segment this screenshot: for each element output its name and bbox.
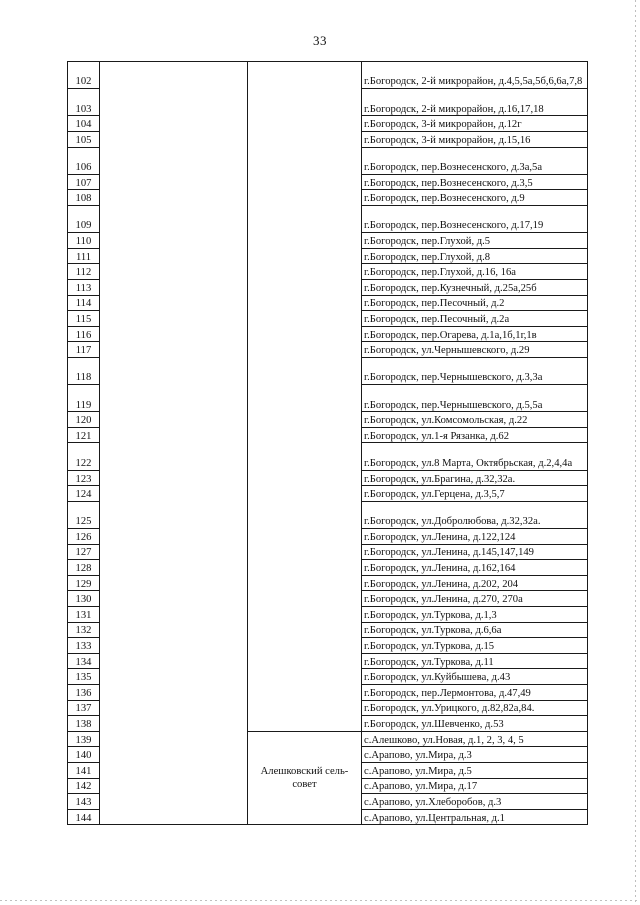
address-cell: г.Богородск, пер.Вознесенского, д.3а,5а bbox=[362, 147, 588, 174]
row-number: 117 bbox=[68, 342, 100, 358]
row-number: 126 bbox=[68, 529, 100, 545]
address-cell: г.Богородск, ул.Ленина, д.122,124 bbox=[362, 529, 588, 545]
address-cell: г.Богородск, ул.1-я Рязанка, д.62 bbox=[362, 427, 588, 443]
row-number: 141 bbox=[68, 762, 100, 778]
address-cell: г.Богородск, ул.8 Марта, Октябрьская, д.2,4,4а bbox=[362, 443, 588, 470]
row-number: 112 bbox=[68, 264, 100, 280]
row-number: 140 bbox=[68, 747, 100, 763]
row-number: 136 bbox=[68, 684, 100, 700]
row-number: 107 bbox=[68, 174, 100, 190]
address-cell: г.Богородск, ул.Туркова, д.15 bbox=[362, 638, 588, 654]
address-cell: г.Богородск, ул.Туркова, д.1,3 bbox=[362, 606, 588, 622]
address-cell: г.Богородск, 2-й микрорайон, д.4,5,5а,5б,6,6а,7,8 bbox=[362, 62, 588, 89]
address-cell: г.Богородск, пер.Глухой, д.8 bbox=[362, 248, 588, 264]
address-cell: г.Богородск, ул.Ленина, д.162,164 bbox=[362, 560, 588, 576]
row-number: 122 bbox=[68, 443, 100, 470]
address-cell: г.Богородск, ул.Чернышевского, д.29 bbox=[362, 342, 588, 358]
address-cell: г.Богородск, ул.Герцена, д.3,5,7 bbox=[362, 486, 588, 502]
scan-edge-right bbox=[635, 0, 636, 905]
address-cell: г.Богородск, ул.Комсомольская, д.22 bbox=[362, 412, 588, 428]
row-number: 138 bbox=[68, 716, 100, 732]
row-number: 121 bbox=[68, 427, 100, 443]
row-number: 113 bbox=[68, 279, 100, 295]
address-cell: г.Богородск, 2-й микрорайон, д.16,17,18 bbox=[362, 89, 588, 116]
row-number: 106 bbox=[68, 147, 100, 174]
row-number: 131 bbox=[68, 606, 100, 622]
address-cell: г.Богородск, ул.Туркова, д.6,6а bbox=[362, 622, 588, 638]
row-number: 143 bbox=[68, 794, 100, 810]
row-number: 116 bbox=[68, 326, 100, 342]
row-number: 105 bbox=[68, 131, 100, 147]
row-number: 134 bbox=[68, 653, 100, 669]
address-cell: г.Богородск, пер.Чернышевского, д.5,5а bbox=[362, 385, 588, 412]
scan-edge-bottom bbox=[0, 900, 640, 901]
address-cell: г.Богородск, ул.Добролюбова, д.32,32а. bbox=[362, 501, 588, 528]
row-number: 115 bbox=[68, 311, 100, 327]
address-cell: г.Богородск, пер.Глухой, д.16, 16а bbox=[362, 264, 588, 280]
page-number: 33 bbox=[313, 33, 327, 48]
address-cell: г.Богородск, 3-й микрорайон, д.12г bbox=[362, 116, 588, 132]
address-table bbox=[67, 61, 588, 825]
row-number: 111 bbox=[68, 248, 100, 264]
row-number: 103 bbox=[68, 89, 100, 116]
address-cell: г.Богородск, пер.Лермонтова, д.47,49 bbox=[362, 684, 588, 700]
row-number: 127 bbox=[68, 544, 100, 560]
address-cell: г.Богородск, ул.Туркова, д.11 bbox=[362, 653, 588, 669]
row-number: 120 bbox=[68, 412, 100, 428]
address-cell: с.Арапово, ул.Хлеборобов, д.3 bbox=[362, 794, 588, 810]
address-cell: г.Богородск, пер.Огарева, д.1а,1б,1г,1в bbox=[362, 326, 588, 342]
address-table-body bbox=[68, 62, 588, 825]
row-number: 123 bbox=[68, 470, 100, 486]
address-cell: г.Богородск, пер.Вознесенского, д.17,19 bbox=[362, 205, 588, 232]
address-cell: с.Арапово, ул.Мира, д.3 bbox=[362, 747, 588, 763]
address-cell: г.Богородск, пер.Песочный, д.2а bbox=[362, 311, 588, 327]
address-cell: г.Богородск, ул.Урицкого, д.82,82а,84. bbox=[362, 700, 588, 716]
row-number: 119 bbox=[68, 385, 100, 412]
row-number: 102 bbox=[68, 62, 100, 89]
address-cell: г.Богородск, пер.Вознесенского, д.3,5 bbox=[362, 174, 588, 190]
row-number: 110 bbox=[68, 233, 100, 249]
address-cell: г.Богородск, пер.Кузнечный, д.25а,25б bbox=[362, 279, 588, 295]
address-cell: г.Богородск, пер.Глухой, д.5 bbox=[362, 233, 588, 249]
row-number: 132 bbox=[68, 622, 100, 638]
row-number: 108 bbox=[68, 190, 100, 206]
row-number: 109 bbox=[68, 205, 100, 232]
row-number: 130 bbox=[68, 591, 100, 607]
address-cell: с.Арапово, ул.Мира, д.17 bbox=[362, 778, 588, 794]
address-cell: г.Богородск, пер.Вознесенского, д.9 bbox=[362, 190, 588, 206]
row-number: 104 bbox=[68, 116, 100, 132]
address-cell: с.Арапово, ул.Центральная, д.1 bbox=[362, 809, 588, 825]
address-cell: с.Алешково, ул.Новая, д.1, 2, 3, 4, 5 bbox=[362, 731, 588, 747]
table-row bbox=[68, 62, 588, 89]
row-number: 137 bbox=[68, 700, 100, 716]
empty-column-cell bbox=[100, 62, 248, 825]
address-cell: г.Богородск, ул.Ленина, д.145,147,149 bbox=[362, 544, 588, 560]
row-number: 128 bbox=[68, 560, 100, 576]
address-cell: г.Богородск, пер.Песочный, д.2 bbox=[362, 295, 588, 311]
address-cell: с.Арапово, ул.Мира, д.5 bbox=[362, 762, 588, 778]
row-number: 124 bbox=[68, 486, 100, 502]
address-cell: г.Богородск, ул.Шевченко, д.53 bbox=[362, 716, 588, 732]
council-cell-upper bbox=[248, 62, 362, 732]
council-name-cell bbox=[248, 731, 362, 825]
address-cell: г.Богородск, ул.Брагина, д.32,32а. bbox=[362, 470, 588, 486]
row-number: 129 bbox=[68, 575, 100, 591]
row-number: 139 bbox=[68, 731, 100, 747]
row-number: 142 bbox=[68, 778, 100, 794]
address-cell: г.Богородск, ул.Куйбышева, д.43 bbox=[362, 669, 588, 685]
row-number: 125 bbox=[68, 501, 100, 528]
row-number: 114 bbox=[68, 295, 100, 311]
row-number: 135 bbox=[68, 669, 100, 685]
row-number: 118 bbox=[68, 357, 100, 384]
row-number: 144 bbox=[68, 809, 100, 825]
address-cell: г.Богородск, ул.Ленина, д.270, 270а bbox=[362, 591, 588, 607]
council-name: Алешковский сель-совет bbox=[260, 766, 349, 790]
row-number: 133 bbox=[68, 638, 100, 654]
address-cell: г.Богородск, 3-й микрорайон, д.15,16 bbox=[362, 131, 588, 147]
address-cell: г.Богородск, пер.Чернышевского, д.3,3а bbox=[362, 357, 588, 384]
address-cell: г.Богородск, ул.Ленина, д.202, 204 bbox=[362, 575, 588, 591]
